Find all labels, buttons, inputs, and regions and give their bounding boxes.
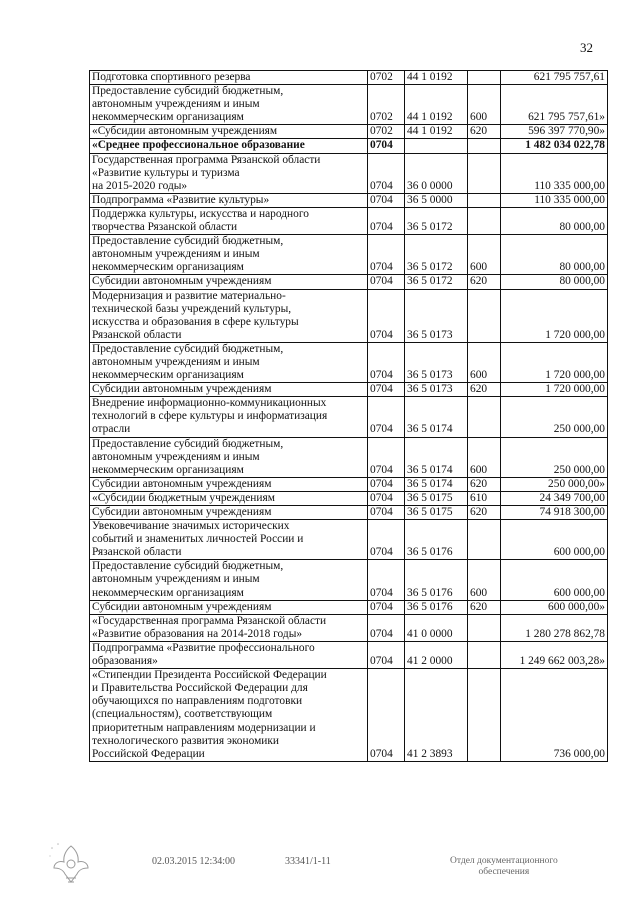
section-code-cell: 0704 bbox=[368, 289, 405, 342]
section-code-cell: 0704 bbox=[368, 560, 405, 600]
table-row bbox=[90, 506, 608, 520]
expense-kind-cell: 620 bbox=[468, 600, 501, 614]
section-code-cell: 0704 bbox=[368, 614, 405, 641]
expense-name-cell: Подготовка спортивного резерва bbox=[90, 71, 368, 85]
target-article-cell: 36 5 0174 bbox=[405, 477, 468, 491]
table-row bbox=[90, 342, 608, 382]
expense-kind-cell bbox=[468, 397, 501, 437]
target-article-cell: 41 2 3893 bbox=[405, 669, 468, 762]
target-article-cell: 44 1 0192 bbox=[405, 71, 468, 85]
expense-name-cell: Модернизация и развитие материально- технической базы учреждений культуры, искусства и образования в сфере культуры Рязанской области bbox=[90, 289, 368, 342]
expense-name-cell: Предоставление субсидий бюджетным, автономным учреждениям и иным некоммерческим организациям bbox=[90, 342, 368, 382]
table-row bbox=[90, 641, 608, 668]
expense-name-cell: Увековечивание значимых исторических событий и знаменитых личностей России и Рязанской области bbox=[90, 520, 368, 560]
expense-kind-cell bbox=[468, 520, 501, 560]
expense-name-cell: Субсидии автономным учреждениям bbox=[90, 600, 368, 614]
section-code-cell: 0704 bbox=[368, 600, 405, 614]
expense-kind-cell bbox=[468, 139, 501, 153]
section-code-cell: 0704 bbox=[368, 275, 405, 289]
page-number: 32 bbox=[580, 40, 593, 55]
expense-kind-cell bbox=[468, 193, 501, 207]
expense-name-cell: Субсидии автономным учреждениям bbox=[90, 506, 368, 520]
amount-cell: 596 397 770,90» bbox=[501, 125, 608, 139]
target-article-cell: 36 0 0000 bbox=[405, 153, 468, 193]
expense-name-cell: «Субсидии бюджетным учреждениям bbox=[90, 491, 368, 505]
table-row bbox=[90, 614, 608, 641]
amount-cell: 110 335 000,00 bbox=[501, 153, 608, 193]
section-code-cell: 0704 bbox=[368, 506, 405, 520]
target-article-cell: 36 5 0175 bbox=[405, 491, 468, 505]
section-code-cell: 0704 bbox=[368, 342, 405, 382]
expense-kind-cell bbox=[468, 669, 501, 762]
table-row bbox=[90, 125, 608, 139]
table-row bbox=[90, 71, 608, 85]
table-row bbox=[90, 153, 608, 193]
expense-kind-cell: 610 bbox=[468, 491, 501, 505]
table-row bbox=[90, 600, 608, 614]
target-article-cell: 41 0 0000 bbox=[405, 614, 468, 641]
expense-kind-cell: 600 bbox=[468, 437, 501, 477]
expense-name-cell: «Стипендии Президента Российской Федерации и Правительства Российской Федерации для обучающихся по направлениям подготовки (специальностям), соответствующим приоритетным направлениям модернизации и технологического развития экономики Российской Федерации bbox=[90, 669, 368, 762]
target-article-cell: 36 5 0176 bbox=[405, 560, 468, 600]
expense-kind-cell bbox=[468, 289, 501, 342]
expense-name-cell: «Среднее профессиональное образование bbox=[90, 139, 368, 153]
target-article-cell: 36 5 0173 bbox=[405, 383, 468, 397]
amount-cell: 1 280 278 862,78 bbox=[501, 614, 608, 641]
expense-kind-cell: 600 bbox=[468, 560, 501, 600]
amount-cell: 621 795 757,61» bbox=[501, 85, 608, 125]
target-article-cell: 36 5 0172 bbox=[405, 235, 468, 275]
amount-cell: 736 000,00 bbox=[501, 669, 608, 762]
table-row bbox=[90, 139, 608, 153]
section-code-cell: 0704 bbox=[368, 641, 405, 668]
expense-kind-cell: 600 bbox=[468, 85, 501, 125]
amount-cell: 74 918 300,00 bbox=[501, 506, 608, 520]
section-code-cell: 0704 bbox=[368, 477, 405, 491]
target-article-cell: 36 5 0172 bbox=[405, 275, 468, 289]
footer-department-line1: Отдел документационного bbox=[450, 856, 558, 866]
footer-department-line2: обеспечения bbox=[478, 867, 530, 877]
section-code-cell: 0702 bbox=[368, 71, 405, 85]
amount-cell: 1 482 034 022,78 bbox=[501, 139, 608, 153]
section-code-cell: 0704 bbox=[368, 193, 405, 207]
expense-name-cell: Субсидии автономным учреждениям bbox=[90, 477, 368, 491]
target-article-cell: 36 5 0175 bbox=[405, 506, 468, 520]
expense-kind-cell: 620 bbox=[468, 275, 501, 289]
section-code-cell: 0702 bbox=[368, 125, 405, 139]
target-article-cell: 36 5 0173 bbox=[405, 289, 468, 342]
section-code-cell: 0704 bbox=[368, 397, 405, 437]
table-row bbox=[90, 520, 608, 560]
amount-cell: 250 000,00 bbox=[501, 437, 608, 477]
table-row bbox=[90, 669, 608, 762]
amount-cell: 80 000,00 bbox=[501, 207, 608, 234]
amount-cell: 1 720 000,00 bbox=[501, 342, 608, 382]
expense-kind-cell: 620 bbox=[468, 125, 501, 139]
section-code-cell: 0704 bbox=[368, 207, 405, 234]
section-code-cell: 0704 bbox=[368, 491, 405, 505]
section-code-cell: 0704 bbox=[368, 383, 405, 397]
expense-name-cell: Предоставление субсидий бюджетным, автономным учреждениям и иным некоммерческим организациям bbox=[90, 437, 368, 477]
target-article-cell: 36 5 0000 bbox=[405, 193, 468, 207]
table-row bbox=[90, 491, 608, 505]
amount-cell: 1 720 000,00 bbox=[501, 383, 608, 397]
table-row bbox=[90, 289, 608, 342]
target-article-cell: 36 5 0172 bbox=[405, 207, 468, 234]
target-article-cell: 36 5 0176 bbox=[405, 600, 468, 614]
expense-kind-cell: 620 bbox=[468, 477, 501, 491]
amount-cell: 1 249 662 003,28» bbox=[501, 641, 608, 668]
expense-name-cell: Субсидии автономным учреждениям bbox=[90, 383, 368, 397]
section-code-cell: 0704 bbox=[368, 669, 405, 762]
amount-cell: 250 000,00 bbox=[501, 397, 608, 437]
target-article-cell: 44 1 0192 bbox=[405, 125, 468, 139]
footer-department-stamp bbox=[450, 856, 558, 878]
section-code-cell: 0704 bbox=[368, 520, 405, 560]
target-article-cell: 36 5 0174 bbox=[405, 437, 468, 477]
table-row bbox=[90, 560, 608, 600]
table-row bbox=[90, 477, 608, 491]
expense-name-cell: Государственная программа Рязанской области «Развитие культуры и туризма на 2015-2020 годы» bbox=[90, 153, 368, 193]
section-code-cell: 0704 bbox=[368, 437, 405, 477]
expense-name-cell: Подпрограмма «Развитие профессионального образования» bbox=[90, 641, 368, 668]
table-row bbox=[90, 437, 608, 477]
expense-name-cell: «Субсидии автономным учреждениям bbox=[90, 125, 368, 139]
expense-name-cell: Подпрограмма «Развитие культуры» bbox=[90, 193, 368, 207]
target-article-cell: 41 2 0000 bbox=[405, 641, 468, 668]
budget-table-body bbox=[90, 71, 608, 762]
expense-kind-cell bbox=[468, 614, 501, 641]
expense-kind-cell: 620 bbox=[468, 506, 501, 520]
amount-cell: 24 349 700,00 bbox=[501, 491, 608, 505]
amount-cell: 80 000,00 bbox=[501, 275, 608, 289]
expense-kind-cell bbox=[468, 207, 501, 234]
target-article-cell: 44 1 0192 bbox=[405, 85, 468, 125]
target-article-cell: 36 5 0174 bbox=[405, 397, 468, 437]
budget-table bbox=[89, 70, 608, 762]
amount-cell: 600 000,00 bbox=[501, 560, 608, 600]
amount-cell: 621 795 757,61 bbox=[501, 71, 608, 85]
footer-document-number: 33341/1-11 bbox=[285, 856, 331, 867]
amount-cell: 600 000,00 bbox=[501, 520, 608, 560]
amount-cell: 1 720 000,00 bbox=[501, 289, 608, 342]
table-row bbox=[90, 383, 608, 397]
table-row bbox=[90, 85, 608, 125]
amount-cell: 110 335 000,00 bbox=[501, 193, 608, 207]
target-article-cell: 36 5 0176 bbox=[405, 520, 468, 560]
eagle-emblem-icon bbox=[46, 838, 96, 888]
amount-cell: 80 000,00 bbox=[501, 235, 608, 275]
expense-name-cell: Предоставление субсидий бюджетным, автономным учреждениям и иным некоммерческим организациям bbox=[90, 85, 368, 125]
section-code-cell: 0704 bbox=[368, 235, 405, 275]
expense-name-cell: «Государственная программа Рязанской области «Развитие образования на 2014-2018 годы» bbox=[90, 614, 368, 641]
section-code-cell: 0702 bbox=[368, 85, 405, 125]
target-article-cell bbox=[405, 139, 468, 153]
table-row bbox=[90, 235, 608, 275]
footer-date: 02.03.2015 12:34:00 bbox=[152, 856, 236, 867]
table-row bbox=[90, 275, 608, 289]
expense-name-cell: Предоставление субсидий бюджетным, автономным учреждениям и иным некоммерческим организациям bbox=[90, 235, 368, 275]
expense-kind-cell: 600 bbox=[468, 342, 501, 382]
table-row bbox=[90, 207, 608, 234]
table-row bbox=[90, 193, 608, 207]
table-row bbox=[90, 397, 608, 437]
section-code-cell: 0704 bbox=[368, 139, 405, 153]
expense-name-cell: Предоставление субсидий бюджетным, автономным учреждениям и иным некоммерческим организациям bbox=[90, 560, 368, 600]
expense-kind-cell bbox=[468, 153, 501, 193]
expense-kind-cell: 600 bbox=[468, 235, 501, 275]
expense-kind-cell bbox=[468, 71, 501, 85]
amount-cell: 600 000,00» bbox=[501, 600, 608, 614]
expense-name-cell: Субсидии автономным учреждениям bbox=[90, 275, 368, 289]
target-article-cell: 36 5 0173 bbox=[405, 342, 468, 382]
amount-cell: 250 000,00» bbox=[501, 477, 608, 491]
expense-name-cell: Внедрение информационно-коммуникационных технологий в сфере культуры и информатизация отрасли bbox=[90, 397, 368, 437]
expense-name-cell: Поддержка культуры, искусства и народного творчества Рязанской области bbox=[90, 207, 368, 234]
expense-kind-cell: 620 bbox=[468, 383, 501, 397]
section-code-cell: 0704 bbox=[368, 153, 405, 193]
expense-kind-cell bbox=[468, 641, 501, 668]
